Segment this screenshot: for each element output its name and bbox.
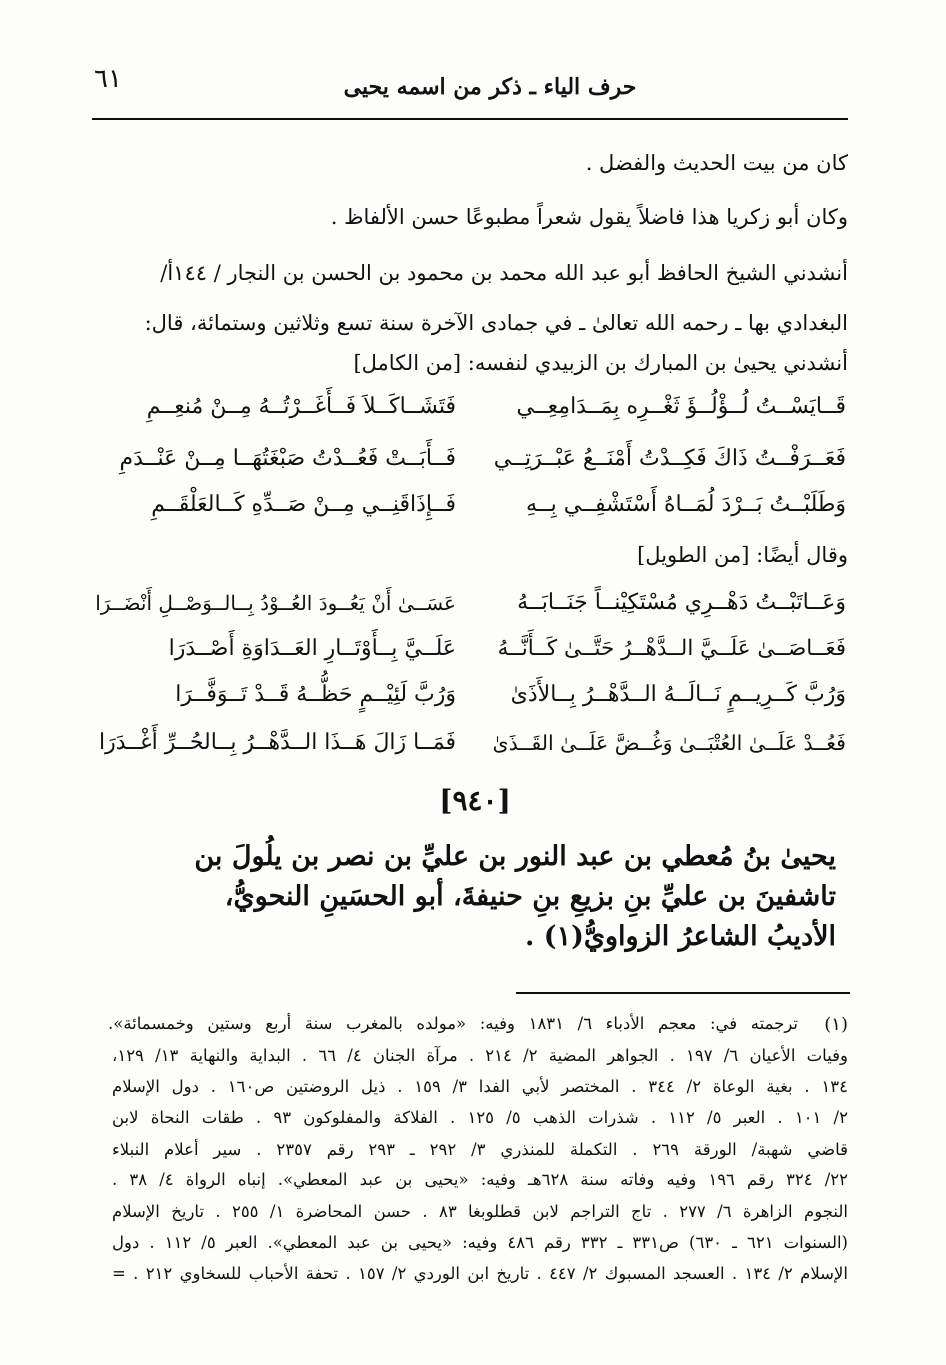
entry-number: [٩٤٠] — [439, 784, 511, 817]
footnote-line-5: قاضي شهبة/ الورقة ٢٦٩ . التكملة للمنذري ٣/ ٢٩٢ ـ ٢٩٣ رقم ٢٣٥٧ . سير أعلام النبلاء — [112, 1140, 848, 1159]
verse-3-sadr: وَطَلَبْــتُ بَــرْدَ لُمَــاهُ أَسْتَشْفِــي بِــهِ — [526, 492, 846, 517]
page-number: ٦١ — [94, 64, 122, 94]
verse-1-sadr: قَــايَسْــتُ لُــؤْلُــؤَ ثَغْــرِه بِمَــدَامِعِــي — [516, 394, 846, 419]
body-line-4: البغدادي بها ـ رحمه الله تعالىٰ ـ في جمادى الآخرة سنة تسع وثلاثين وستمائة، قال: — [144, 311, 848, 335]
body-line-3: أنشدني الشيخ الحافظ أبو عبد الله محمد بن محمود بن الحسن بن النجار / ١٤٤أ/ — [160, 261, 848, 285]
verse-5-sadr: فَعَــاصَــىٰ عَلَــيَّ الــدَّهْــرُ حَتَّــىٰ كَــأَنَّــهُ — [497, 636, 846, 661]
verse-6-sadr: وَرُبَّ كَــرِيــمٍ نَــالَــهُ الــدَّهْــرُ بِــالأَذَىٰ — [510, 682, 846, 707]
footnote-line-2: وفيات الأعيان ٦/ ١٩٧ . الجواهر المضية ٢/ ٢١٤ . مرآة الجنان ٤/ ٦٦ . البداية والنهاية ١٣/ ١٢٩، — [112, 1046, 848, 1065]
verse-1-ajuz: فَتَشَــاكَــلاَ فَــأَغَــرْتُــهُ مِــنْ مُنعِــمِ — [146, 394, 456, 419]
footnote-rule — [516, 992, 850, 994]
body-line-2: وكان أبو زكريا هذا فاضلاً يقول شعراً مطبوعًا حسن الألفاظ . — [330, 205, 848, 229]
footnote-line-8: (السنوات ٦٢١ ـ ٦٣٠) ص٣٣١ ـ ٣٣٢ رقم ٤٨٦ وفيه: «يحيى بن عبد المعطي». العبر ٥/ ١١٢ . دول — [112, 1233, 848, 1252]
poem2-intro: وقال أيضًا: [من الطويل] — [637, 543, 848, 567]
verse-4-sadr: وَعَــاتَبْــتُ دَهْــرِي مُسْتَكِيْنــاً جَنَــابَــهُ — [517, 590, 846, 615]
verse-3-ajuz: فَــإِذَاقَنِــي مِــنْ صَــدِّهِ كَــالعَلْقَــمِ — [151, 492, 456, 517]
body-line-1: كان من بيت الحديث والفضل . — [585, 151, 848, 175]
body-line-5: أنشدني يحيىٰ بن المبارك بن الزبيدي لنفسه: [من الكامل] — [353, 351, 848, 375]
verse-2-sadr: فَعَــرَفْــتُ ذَاكَ فَكِــدْتُ أَمْنَــعُ عَبْــرَتِــي — [493, 446, 846, 471]
footnote-line-3: ١٣٤ . بغية الوعاة ٢/ ٣٤٤ . المختصر لأبي الفدا ٣/ ١٥٩ . ذيل الروضتين ص١٦٠ . دول الإسلام — [112, 1077, 848, 1096]
verse-7-ajuz: فَمَــا زَالَ هَــذَا الــدَّهْــرُ بِــالحُــرِّ أَغْــدَرَا — [99, 730, 456, 755]
footnote-line-4: ٢/ ١٠١ . العبر ٥/ ١١٢ . شذرات الذهب ٥/ ١٢٥ . الفلاكة والمفلوكون ٩٣ . طقات النحاة لابن — [112, 1108, 848, 1127]
footnote-line-7: النجوم الزاهرة ٦/ ٢٧٧ . تاج التراجم لابن قطلوبغا ٨٣ . حسن المحاضرة ١/ ٢٥٥ . تاريخ الإسلام — [112, 1202, 848, 1221]
verse-7-sadr: فَعُــدْ عَلَــىٰ العُتْبَــىٰ وَغُــضَّ عَلَــىٰ القَــذَىٰ — [492, 731, 846, 755]
footnote-marker: (١) — [824, 1014, 848, 1035]
verse-4-ajuz: عَسَــىٰ أَنْ يَعُــودَ العُــوْدُ بِــالــوَصْــلِ أَنْضَــرَا — [95, 591, 456, 615]
header-rule — [92, 118, 848, 120]
entry-title-line-3: الأديبُ الشاعرُ الزواويُّ(١) . — [524, 921, 836, 952]
entry-title-line-2: تاشفينَ بن عليِّ بنِ بزيعِ بنِ حنيفةَ، أبو الحسَينِ النحويُّ، — [224, 881, 836, 912]
running-header-title: حرف الياء ـ ذكر من اسمه يحيى — [343, 74, 637, 100]
verse-6-ajuz: وَرُبَّ لَئِيْــمٍ حَظُّــهُ قَــدْ تَــوَفَّــرَا — [175, 682, 456, 707]
verse-2-ajuz: فَــأَبَــتْ فَعُــدْتُ صَبْغَتُهَــا مِــنْ عَنْــدَمِ — [119, 446, 456, 471]
verse-5-ajuz: عَلَــيَّ بِــأَوْتَــارِ العَــدَاوَةِ أَصْــدَرَا — [168, 636, 456, 661]
entry-title-line-1: يحيىٰ بنُ مُعطي بن عبد النور بن عليِّ بن نصر بن يلُولَ بن — [194, 841, 836, 872]
footnote-line-6: ٢٢/ ٣٢٤ رقم ١٩٦ وفيه وفاته سنة ٦٢٨هـ وفيه: «يحيى بن عبد المعطي». إنباه الرواة ٤/ ٣٨ . — [112, 1170, 848, 1189]
footnote-line-9: الإسلام ٢/ ١٣٤ . العسجد المسبوك ٢/ ٤٤٧ . تاريخ ابن الوردي ٢/ ١٥٧ . تحفة الأحباب للسخاوي ٢١٢ . = — [112, 1264, 848, 1283]
footnote-line-1: ترجمته في: معجم الأدباء ٦/ ١٨٣١ وفيه: «مولده بالمغرب سنة أربع وستين وخمسمائة». — [108, 1014, 798, 1033]
